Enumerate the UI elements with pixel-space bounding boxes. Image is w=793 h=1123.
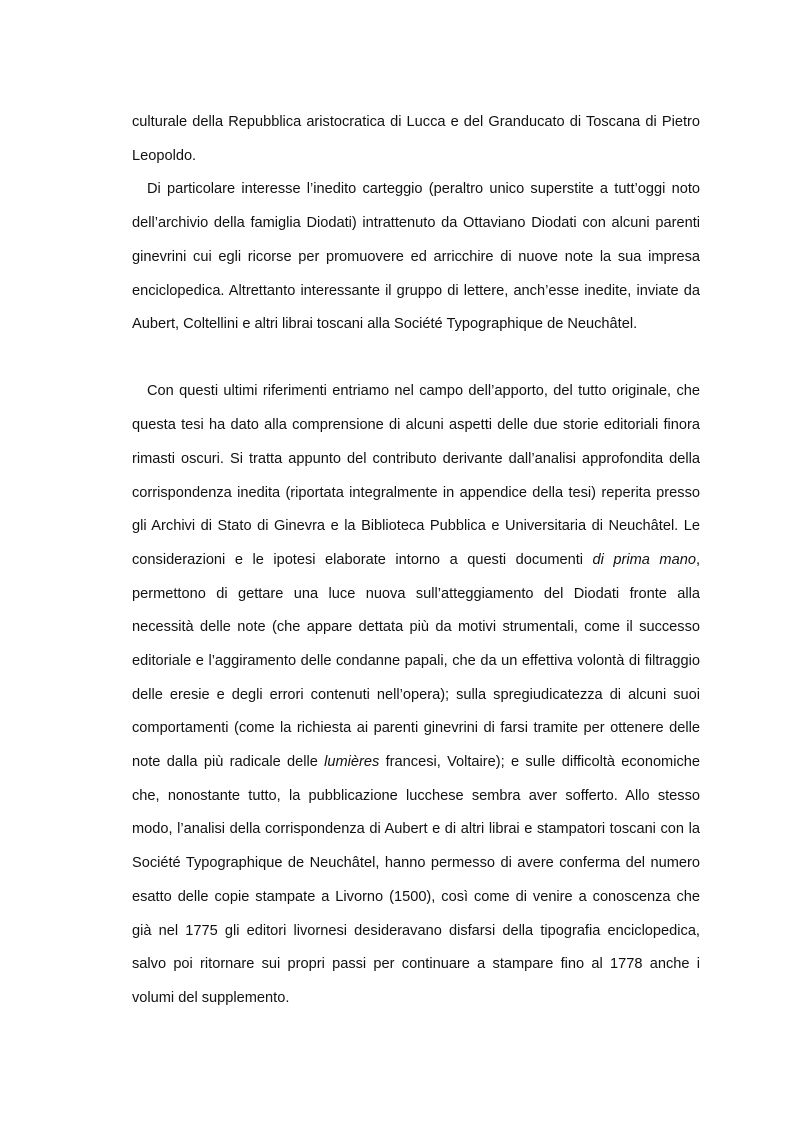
line-text: note dalla più radicale delle	[132, 754, 325, 770]
paragraph-3-line-11: comportamenti (come la richiesta ai parenti ginevrini di farsi tramite per ottenere delle	[132, 720, 700, 736]
paragraph-3-line-1: Con questi ultimi riferimenti entriamo nel campo dell’apporto, del tutto originale, che	[147, 383, 700, 399]
paragraph-3-line-9: editoriale e l’aggiramento delle condanne papali, che da un effettiva volontà di filtraggio	[132, 653, 700, 669]
paragraph-3-line-18: salvo poi ritornare sui propri passi per continuare a stampare fino al 1778 anche i	[132, 956, 700, 972]
paragraph-3-line-3: rimasti oscuri. Si tratta appunto del contributo derivante dall’analisi approfondita della	[132, 451, 700, 467]
paragraph-3-line-13: che, nonostante tutto, la pubblicazione lucchese sembra aver sofferto. Allo stesso	[132, 788, 700, 804]
paragraph-3-line-15: Société Typographique de Neuchâtel, hanno permesso di avere conferma del numero	[132, 855, 700, 871]
paragraph-3-line-4: corrispondenza inedita (riportata integralmente in appendice della tesi) reperita presso	[132, 485, 700, 501]
italic-phrase: di prima mano	[592, 552, 696, 568]
paragraph-2-line-1: Di particolare interesse l’inedito carteggio (peraltro unico superstite a tutt’oggi noto	[147, 181, 700, 197]
paragraph-3-line-6	[132, 549, 700, 571]
paragraph-2-line-2: dell’archivio della famiglia Diodati) intrattenuto da Ottaviano Diodati con alcuni parenti	[132, 215, 700, 231]
italic-phrase: lumières	[324, 754, 380, 770]
line-text: considerazioni e le ipotesi elaborate intorno a questi documenti	[132, 552, 593, 568]
paragraph-1-line-1: culturale della Repubblica aristocratica di Lucca e del Granducato di Toscana di Pietro	[132, 114, 700, 130]
paragraph-3-line-16: esatto delle copie stampate a Livorno (1500), così come di venire a conoscenza che	[132, 889, 700, 905]
paragraph-2-line-4: enciclopedica. Altrettanto interessante il gruppo di lettere, anch’esse inedite, inviate da	[132, 283, 700, 299]
paragraph-3-line-10: delle eresie e degli errori contenuti nell’opera); sulla spregiudicatezza di alcuni suoi	[132, 687, 700, 703]
paragraph-1-line-2: Leopoldo.	[132, 148, 197, 164]
paragraph-3-line-19: volumi del supplemento.	[132, 990, 290, 1006]
paragraph-3-line-14: modo, l’analisi della corrispondenza di Aubert e di altri librai e stampatori toscani con la	[132, 821, 700, 837]
paragraph-2-line-5: Aubert, Coltellini e altri librai toscani alla Société Typographique de Neuchâtel.	[132, 316, 638, 332]
paragraph-3-line-8: necessità delle note (che appare dettata più da motivi strumentali, come il successo	[132, 619, 700, 635]
paragraph-3-line-7: permettono di gettare una luce nuova sull’atteggiamento del Diodati fronte alla	[132, 586, 700, 602]
paragraph-3-line-5: gli Archivi di Stato di Ginevra e la Biblioteca Pubblica e Universitaria di Neuchâtel. Le	[132, 518, 700, 534]
line-text-after: ,	[695, 552, 700, 568]
paragraph-3-line-17: già nel 1775 gli editori livornesi desideravano disfarsi della tipografia enciclopedica,	[132, 923, 700, 939]
paragraph-2-line-3: ginevrini cui egli ricorse per promuovere ed arricchire di nuove note la sua impresa	[132, 249, 700, 265]
line-text-after: francesi, Voltaire); e sulle difficoltà economiche	[379, 754, 700, 770]
paragraph-3-line-2: questa tesi ha dato alla comprensione di alcuni aspetti delle due storie editoriali finora	[132, 417, 700, 433]
paragraph-3-line-12	[132, 751, 700, 773]
